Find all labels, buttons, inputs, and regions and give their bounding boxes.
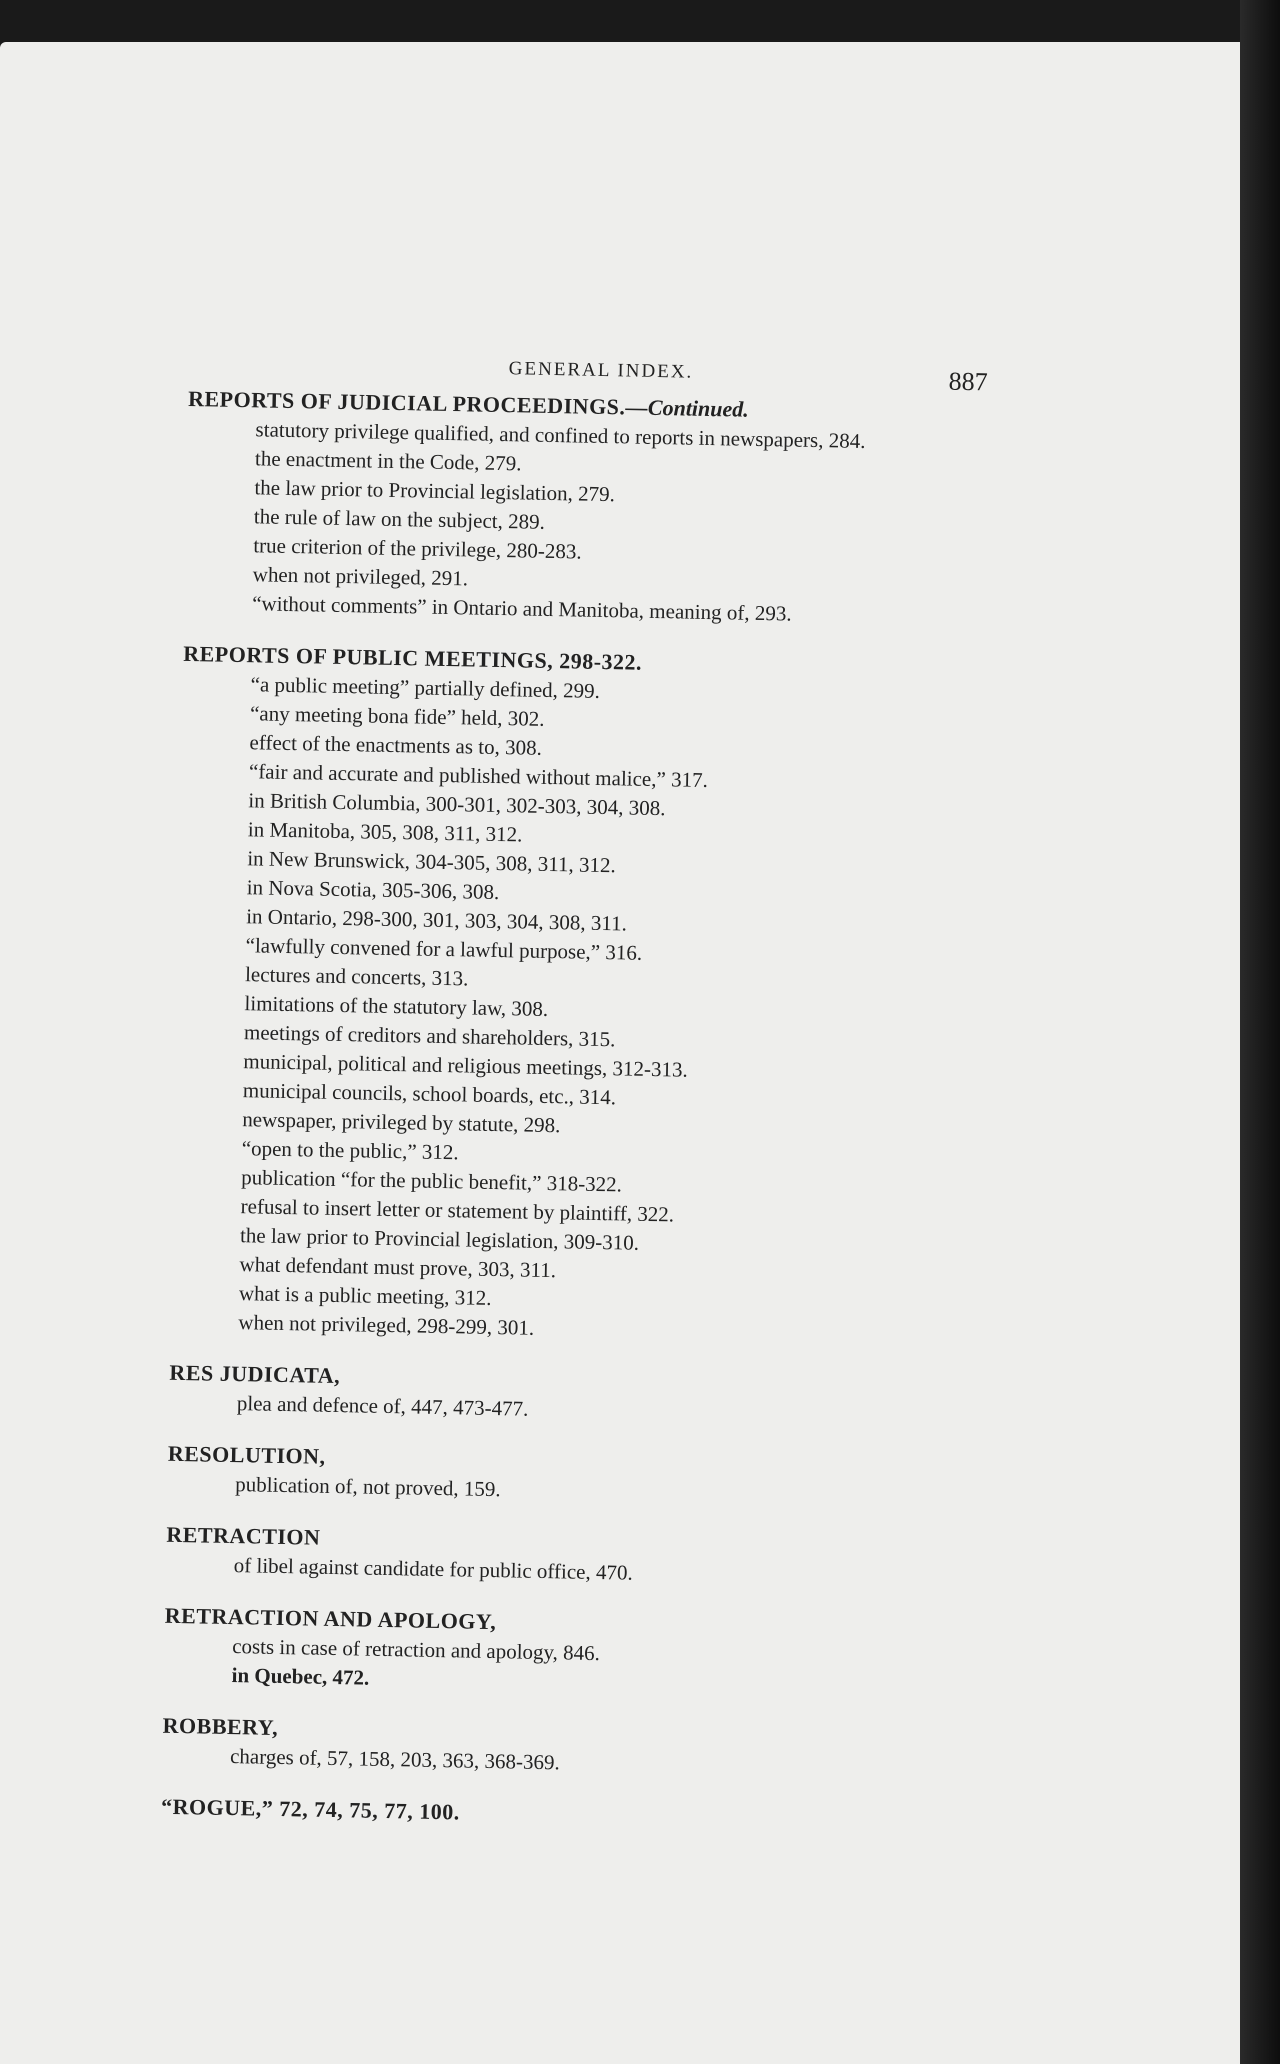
sub-entry: refusal to insert letter or statement by plaintiff, 322. [240, 1194, 675, 1227]
sub-entry: “fair and accurate and published without malice,” 317. [248, 759, 709, 793]
sub-entry: in British Columbia, 300-301, 302-303, 304, 308. [248, 788, 666, 821]
index-entry [184, 384, 1008, 633]
sub-entry: newspaper, privileged by statute, 298. [242, 1107, 561, 1138]
sub-entry: the law prior to Provincial legislation, 279. [254, 475, 616, 507]
index-entry [167, 1439, 988, 1514]
sub-entry: in Nova Scotia, 305-306, 308. [246, 875, 500, 905]
sub-entry: the rule of law on the subject, 289. [253, 504, 546, 534]
sub-entry: when not privileged, 291. [252, 562, 469, 591]
sub-entry: “open to the public,” 312. [241, 1136, 459, 1165]
sub-entry: effect of the enactments as to, 308. [249, 730, 543, 760]
sub-entry: the law prior to Provincial legislation, 309-310. [239, 1223, 640, 1255]
entry-heading: REPORTS OF JUDICIAL PROCEEDINGS.—Continued. [187, 385, 750, 422]
index-entry [161, 1792, 981, 1838]
sub-entry: municipal councils, school boards, etc., 314. [242, 1078, 617, 1110]
sub-entry: of libel against candidate for public office, 470. [233, 1553, 633, 1585]
running-head [189, 302, 1010, 397]
index-entry [169, 1358, 990, 1433]
sub-entry: in Ontario, 298-300, 301, 303, 304, 308, 311. [245, 904, 628, 936]
sub-entry: what is a public meeting, 312. [238, 1281, 492, 1310]
continued-label: Continued. [647, 394, 750, 422]
sub-entry: “a public meeting” partially defined, 299. [250, 672, 601, 703]
sub-entry: plea and defence of, 447, 473-477. [236, 1391, 529, 1421]
sub-entry: costs in case of retraction and apology, 846. [231, 1634, 601, 1666]
sub-entry: in Quebec, 472. [231, 1663, 370, 1690]
entry-heading: REPORTS OF PUBLIC MEETINGS, 298-322. [183, 640, 643, 675]
sub-entry: charges of, 57, 158, 203, 363, 368-369. [229, 1744, 561, 1775]
sub-entry: municipal, political and religious meetings, 312-313. [243, 1049, 689, 1082]
entry-heading: RETRACTION [166, 1521, 321, 1550]
sub-entry: the enactment in the Code, 279. [254, 446, 522, 476]
index-entry [165, 1520, 986, 1595]
page-edge-shadow [1240, 0, 1280, 2064]
index-entry [162, 1711, 983, 1786]
sub-entry: “lawfully convened for a lawful purpose,” 316. [245, 933, 643, 965]
sub-entry: lectures and concerts, 313. [244, 962, 469, 991]
entry-heading: “ROGUE,” 72, 74, 75, 77, 100. [160, 1793, 460, 1825]
index-entry [170, 639, 1003, 1352]
sub-entry: when not privileged, 298-299, 301. [238, 1310, 535, 1340]
index-entry [163, 1601, 985, 1705]
sub-entry: publication “for the public benefit,” 318-322. [240, 1165, 623, 1197]
sub-entry: in New Brunswick, 304-305, 308, 311, 312. [247, 846, 616, 878]
sub-entry: “without comments” in Ontario and Manitoba, meaning of, 293. [251, 591, 792, 626]
sub-entry: “any meeting bona fide” held, 302. [249, 701, 545, 731]
entry-heading: RES JUDICATA, [169, 1359, 341, 1389]
entry-heading: ROBBERY, [162, 1712, 279, 1740]
book-page [0, 42, 1240, 2064]
sub-entry: what defendant must prove, 303, 311. [239, 1252, 557, 1283]
entry-heading: RETRACTION AND APOLOGY, [164, 1602, 497, 1635]
sub-entry: true criterion of the privilege, 280-283. [253, 533, 582, 564]
entry-heading: RESOLUTION, [167, 1440, 326, 1469]
index-content [161, 302, 1010, 1837]
sub-entry: limitations of the statutory law, 308. [244, 991, 549, 1022]
page-number: 887 [948, 366, 988, 397]
sub-entry: statutory privilege qualified, and confined to reports in newspapers, 284. [255, 417, 866, 453]
sub-entry: publication of, not proved, 159. [235, 1472, 501, 1502]
sub-entry: in Manitoba, 305, 308, 311, 312. [247, 817, 523, 847]
running-title: GENERAL INDEX. [508, 358, 694, 383]
sub-entry: meetings of creditors and shareholders, 315. [243, 1020, 616, 1052]
